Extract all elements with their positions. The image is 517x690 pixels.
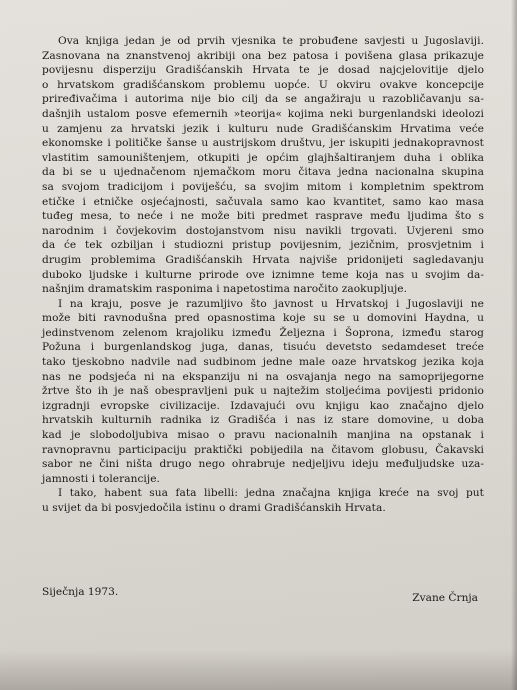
text-line: dašnjih ustalom posve efemernih »teorija« kojima neki burgenlandski ideolozi xyxy=(42,107,484,120)
paragraph-1 xyxy=(42,34,484,297)
text-line: povijesnu disperziju Gradišćanskih Hrvata te je dosad najcjelovitije djelo xyxy=(42,64,484,77)
text-line: ravnopravnu participaciju praktički pobijedila na čitavom globusu, Čakavski xyxy=(42,443,484,456)
text-line: jedinstvenom zelenom krajoliku između Željezna i Šoprona, između starog xyxy=(42,326,484,339)
text-line: jamnosti i tolerancije. xyxy=(42,472,160,485)
text-line: vlastitim samouništenjem, otkupiti je općim glajhšaltiranjem duha i oblika xyxy=(42,151,484,164)
page-edge-shadow xyxy=(511,0,517,690)
text-line: da bi se u ujednačenom njemačkom moru čitava jedna nacionalna skupina xyxy=(42,166,484,179)
text-line: u zamjenu za hrvatski jezik i kulturu nude Gradišćanskim Hrvatima veće xyxy=(42,122,484,135)
text-line: Požuna i burgenlandskog juga, danas, tisuću devetsto sedamdeset treće xyxy=(42,341,484,354)
text-line: tuđeg mesa, to neće i ne može biti predmet rasprave među ljudima što s xyxy=(42,210,484,223)
text-line: narodnim i čovjekovim dostojanstvom nisu navikli trgovati. Uvjereni smo xyxy=(42,224,484,237)
text-line: I tako, habent sua fata libelli: jedna značajna knjiga kreće na svoj put xyxy=(58,487,484,500)
bottom-shadow xyxy=(0,650,517,690)
text-line: izgradnji evropske civilizacije. Izdavajući ovu knjigu kao značajno djelo xyxy=(42,399,484,412)
paragraph-3 xyxy=(42,486,484,515)
body-text xyxy=(42,34,484,516)
text-line: u svijet da bi posvjedočila istinu o drami Gradišćanskih Hrvata. xyxy=(42,502,386,514)
text-line: sa svojom tradicijom i poviješću, sa svojim mitom i kompletnim spektrom xyxy=(42,180,484,193)
text-line: sabor ne čini ništa drugo nego ohrabruje nedjeljivu ideju međuljudske uza- xyxy=(42,458,484,471)
text-line: nas ne podsjeća ni na ekspanziju ni na osvajanja nego na samoprijegorne xyxy=(42,370,484,383)
text-line: o hrvatskom gradišćanskom problemu uopće. U okviru ovakve koncepcije xyxy=(42,78,484,91)
text-line: hrvatskih kulturnih radnika iz Gradišća i nas iz stare domovine, u doba xyxy=(42,414,484,427)
text-line: kad je slobodoljubiva misao o pravu nacionalnih manjina na opstanak i xyxy=(42,429,484,442)
text-line: našnjim dramatskim rasponima i napetostima naročito zaokupljuje. xyxy=(42,283,408,296)
text-line: I na kraju, posve je razumljivo što javnost u Hrvatskoj i Jugoslaviji ne xyxy=(58,297,484,310)
text-line: priređivačima i autorima nije bio cilj da se angažiraju u razobličavanju sa- xyxy=(42,93,484,106)
text-line: Zasnovana na znanstvenoj akribiji ona bez patosa i povišena glasa prikazuje xyxy=(42,49,484,62)
text-line: može biti ravnodušna pred opasnostima koje su se u domovini Haydna, u xyxy=(42,312,484,325)
text-line: da će tek ozbiljan i studiozni pristup povijesnim, jezičnim, prosvjetnim i xyxy=(42,239,484,252)
date: Siječnja 1973. xyxy=(42,586,119,598)
text-line: etičke i etničke osjećajnosti, sačuvala samo kao kvantitet, samo kao masa xyxy=(42,195,484,208)
text-line: duboko ljudske i kulturne prirode ove iznimne teme koja nas u svojim da- xyxy=(42,268,484,281)
text-line: drugim problemima Gradišćanskih Hrvata najviše pridonijeti sagledavanju xyxy=(42,253,484,266)
author-name: Zvane Črnja xyxy=(412,592,478,604)
text-line: Ova knjiga jedan je od prvih vjesnika te probuđene savjesti u Jugoslaviji. xyxy=(58,35,484,47)
text-line: ekonomske i političke šanse u austrijskom društvu, jer iskupiti jednakopravnost xyxy=(42,137,484,150)
text-line: žrtve što ih je naš obespravljeni puk u najtežim stoljećima povijesti pridonio xyxy=(42,385,484,398)
text-line: tako tjeskobno nadvile nad sudbinom jedne male oaze hrvatskog jezika koja xyxy=(42,356,484,369)
paragraph-2 xyxy=(42,297,484,487)
